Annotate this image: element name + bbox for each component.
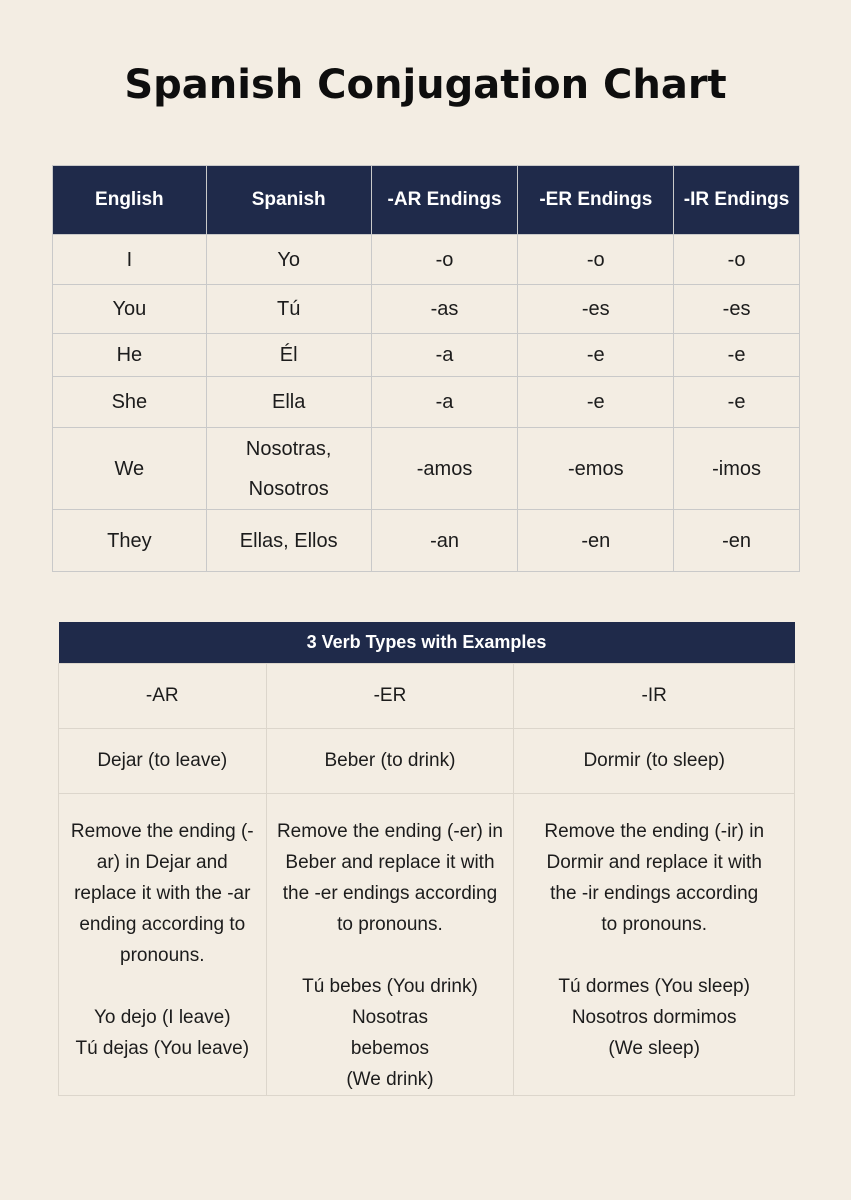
table-cell: -o bbox=[371, 235, 518, 285]
description-text: Remove the ending (-ar) in Dejar and replace it with the -ar ending according to pronouns. bbox=[70, 821, 254, 966]
example-line: Tú dormes (You sleep) bbox=[558, 976, 750, 997]
table-cell: He bbox=[53, 334, 207, 377]
table-row bbox=[59, 729, 795, 794]
table-cell: Él bbox=[206, 334, 371, 377]
header-spanish: Spanish bbox=[206, 166, 371, 235]
verb-description-er bbox=[266, 794, 514, 1096]
page-title: Spanish Conjugation Chart bbox=[124, 62, 727, 108]
verb-types-title: 3 Verb Types with Examples bbox=[59, 622, 795, 664]
verb-description-ar bbox=[59, 794, 267, 1096]
table-cell: Tú bbox=[206, 285, 371, 334]
verb-example: Dormir (to sleep) bbox=[514, 729, 795, 794]
table-cell: -o bbox=[674, 235, 800, 285]
table-cell: -e bbox=[674, 334, 800, 377]
table-cell: They bbox=[53, 510, 207, 572]
verb-example: Dejar (to leave) bbox=[59, 729, 267, 794]
table-cell: I bbox=[53, 235, 207, 285]
example-line: Nosotros dormimos (We sleep) bbox=[571, 1007, 737, 1059]
table-cell: You bbox=[53, 285, 207, 334]
verb-type-ar: -AR bbox=[59, 664, 267, 729]
verb-types-table bbox=[58, 622, 795, 1096]
table-cell: -a bbox=[371, 334, 518, 377]
table-cell: We bbox=[53, 428, 207, 510]
header-er-endings: -ER Endings bbox=[518, 166, 674, 235]
conjugation-table bbox=[52, 165, 800, 572]
table-cell: -es bbox=[518, 285, 674, 334]
table-row bbox=[59, 794, 795, 1096]
verb-description-ir bbox=[514, 794, 795, 1096]
header-ir-endings: -IR Endings bbox=[674, 166, 800, 235]
example-line: Tú bebes (You drink) bbox=[302, 976, 478, 997]
table-cell: -e bbox=[518, 377, 674, 428]
conjugation-header-row bbox=[53, 166, 800, 235]
verb-example: Beber (to drink) bbox=[266, 729, 514, 794]
description-text: Remove the ending (-er) in Beber and replace it with the -er endings according to pronouns. bbox=[276, 821, 503, 935]
table-cell: -amos bbox=[371, 428, 518, 510]
example-line: Tú dejas (You leave) bbox=[75, 1038, 250, 1059]
verb-type-er: -ER bbox=[266, 664, 514, 729]
table-row bbox=[53, 377, 800, 428]
verb-types-header-row bbox=[59, 622, 795, 664]
table-row bbox=[53, 428, 800, 510]
table-cell: -a bbox=[371, 377, 518, 428]
table-cell: -as bbox=[371, 285, 518, 334]
table-cell: -en bbox=[674, 510, 800, 572]
table-cell: -emos bbox=[518, 428, 674, 510]
table-row bbox=[53, 510, 800, 572]
table-cell: -an bbox=[371, 510, 518, 572]
table-cell: -es bbox=[674, 285, 800, 334]
table-cell: Yo bbox=[206, 235, 371, 285]
example-line: Yo dejo (I leave) bbox=[93, 1007, 231, 1028]
table-row bbox=[53, 285, 800, 334]
example-line: Nosotras bebemos (We drink) bbox=[346, 1007, 434, 1090]
table-cell: Nosotras, Nosotros bbox=[206, 428, 371, 510]
table-cell: -o bbox=[518, 235, 674, 285]
table-cell: -e bbox=[674, 377, 800, 428]
table-row bbox=[53, 334, 800, 377]
table-cell: She bbox=[53, 377, 207, 428]
table-row bbox=[53, 235, 800, 285]
verb-type-ir: -IR bbox=[514, 664, 795, 729]
table-cell: -en bbox=[518, 510, 674, 572]
description-text: Remove the ending (-ir) in Dormir and replace it with the -ir endings according to pronouns. bbox=[544, 821, 765, 935]
table-cell: Ella bbox=[206, 377, 371, 428]
header-english: English bbox=[53, 166, 207, 235]
table-cell: -imos bbox=[674, 428, 800, 510]
table-cell: -e bbox=[518, 334, 674, 377]
table-row bbox=[59, 664, 795, 729]
table-cell: Ellas, Ellos bbox=[206, 510, 371, 572]
header-ar-endings: -AR Endings bbox=[371, 166, 518, 235]
